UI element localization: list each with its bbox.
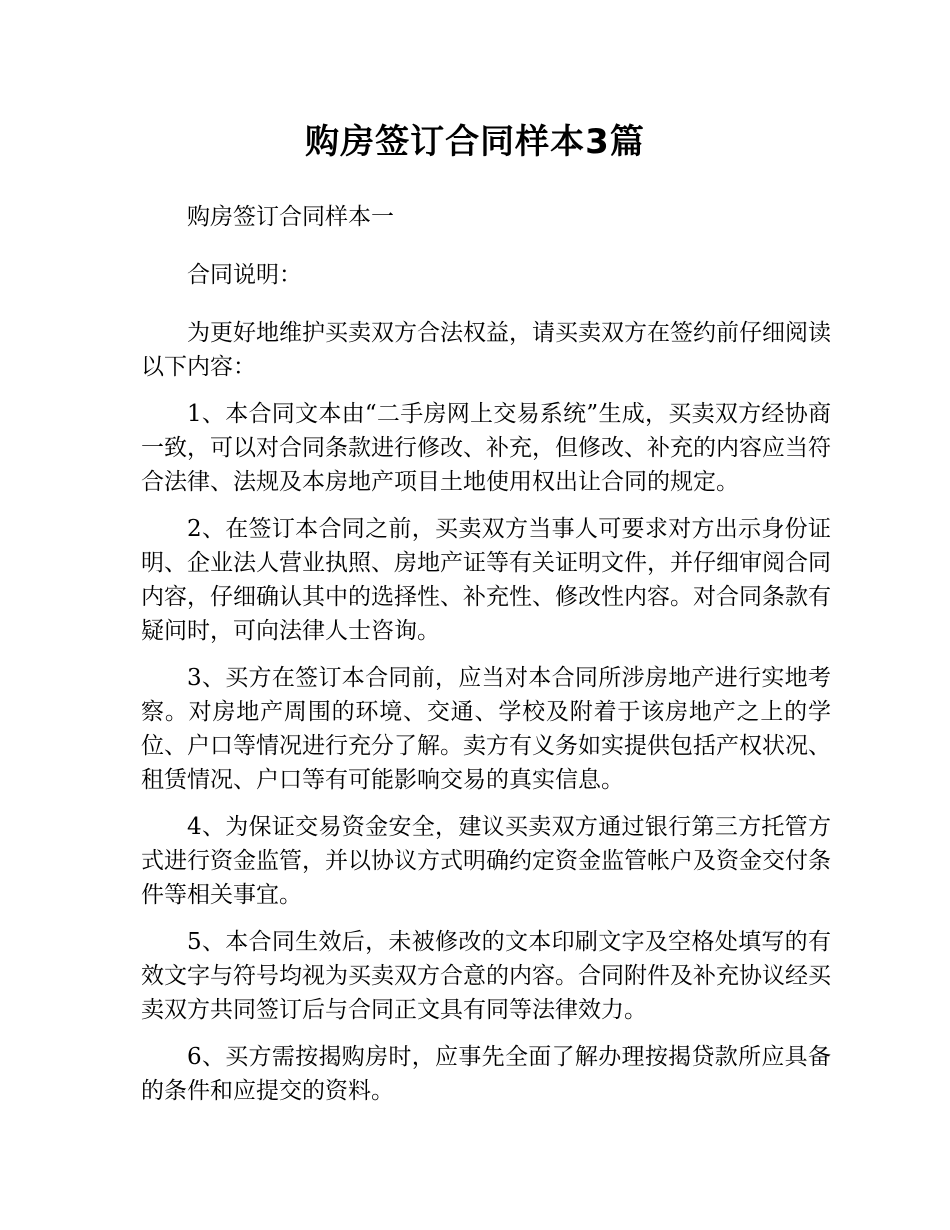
clause-6: 6、买方需按揭购房时，应事先全面了解办理按揭贷款所应具备的条件和应提交的资料。 [141,1044,831,1104]
clause-5: 5、本合同生效后，未被修改的文本印刷文字及空格处填写的有效文字与符号均视为买卖双方合意的内容。合同附件及补充协议经买卖双方共同签订后与合同正文具有同等法律效力。 [141,929,831,1023]
clause-3: 3、买方在签订本合同前，应当对本合同所涉房地产进行实地考察。对房地产周围的环境、交通、学校及附着于该房地产之上的学位、户口等情况进行充分了解。卖方有义务如实提供包括产权状况、租赁情况、户口等有可能影响交易的真实信息。 [141,665,831,793]
document-body [141,200,831,1121]
subtitle: 购房签订合同样本一 [187,204,394,230]
section-heading: 合同说明： [187,262,302,288]
document-title: 购房签订合同样本3篇 [305,122,645,162]
clause-1: 1、本合同文本由“二手房网上交易系统”生成，买卖双方经协商一致，可以对合同条款进行修改、补充，但修改、补充的内容应当符合法律、法规及本房地产项目土地使用权出让合同的规定。 [141,401,831,495]
clause-4: 4、为保证交易资金安全，建议买卖双方通过银行第三方托管方式进行资金监管，并以协议方式明确约定资金监管帐户及资金交付条件等相关事宜。 [141,814,831,908]
intro-paragraph: 为更好地维护买卖双方合法权益，请买卖双方在签约前仔细阅读以下内容： [141,320,831,380]
clause-2: 2、在签订本合同之前，买卖双方当事人可要求对方出示身份证明、企业法人营业执照、房地产证等有关证明文件，并仔细审阅合同内容，仔细确认其中的选择性、补充性、修改性内容。对合同条款有疑问时，可向法律人士咨询。 [141,516,831,644]
